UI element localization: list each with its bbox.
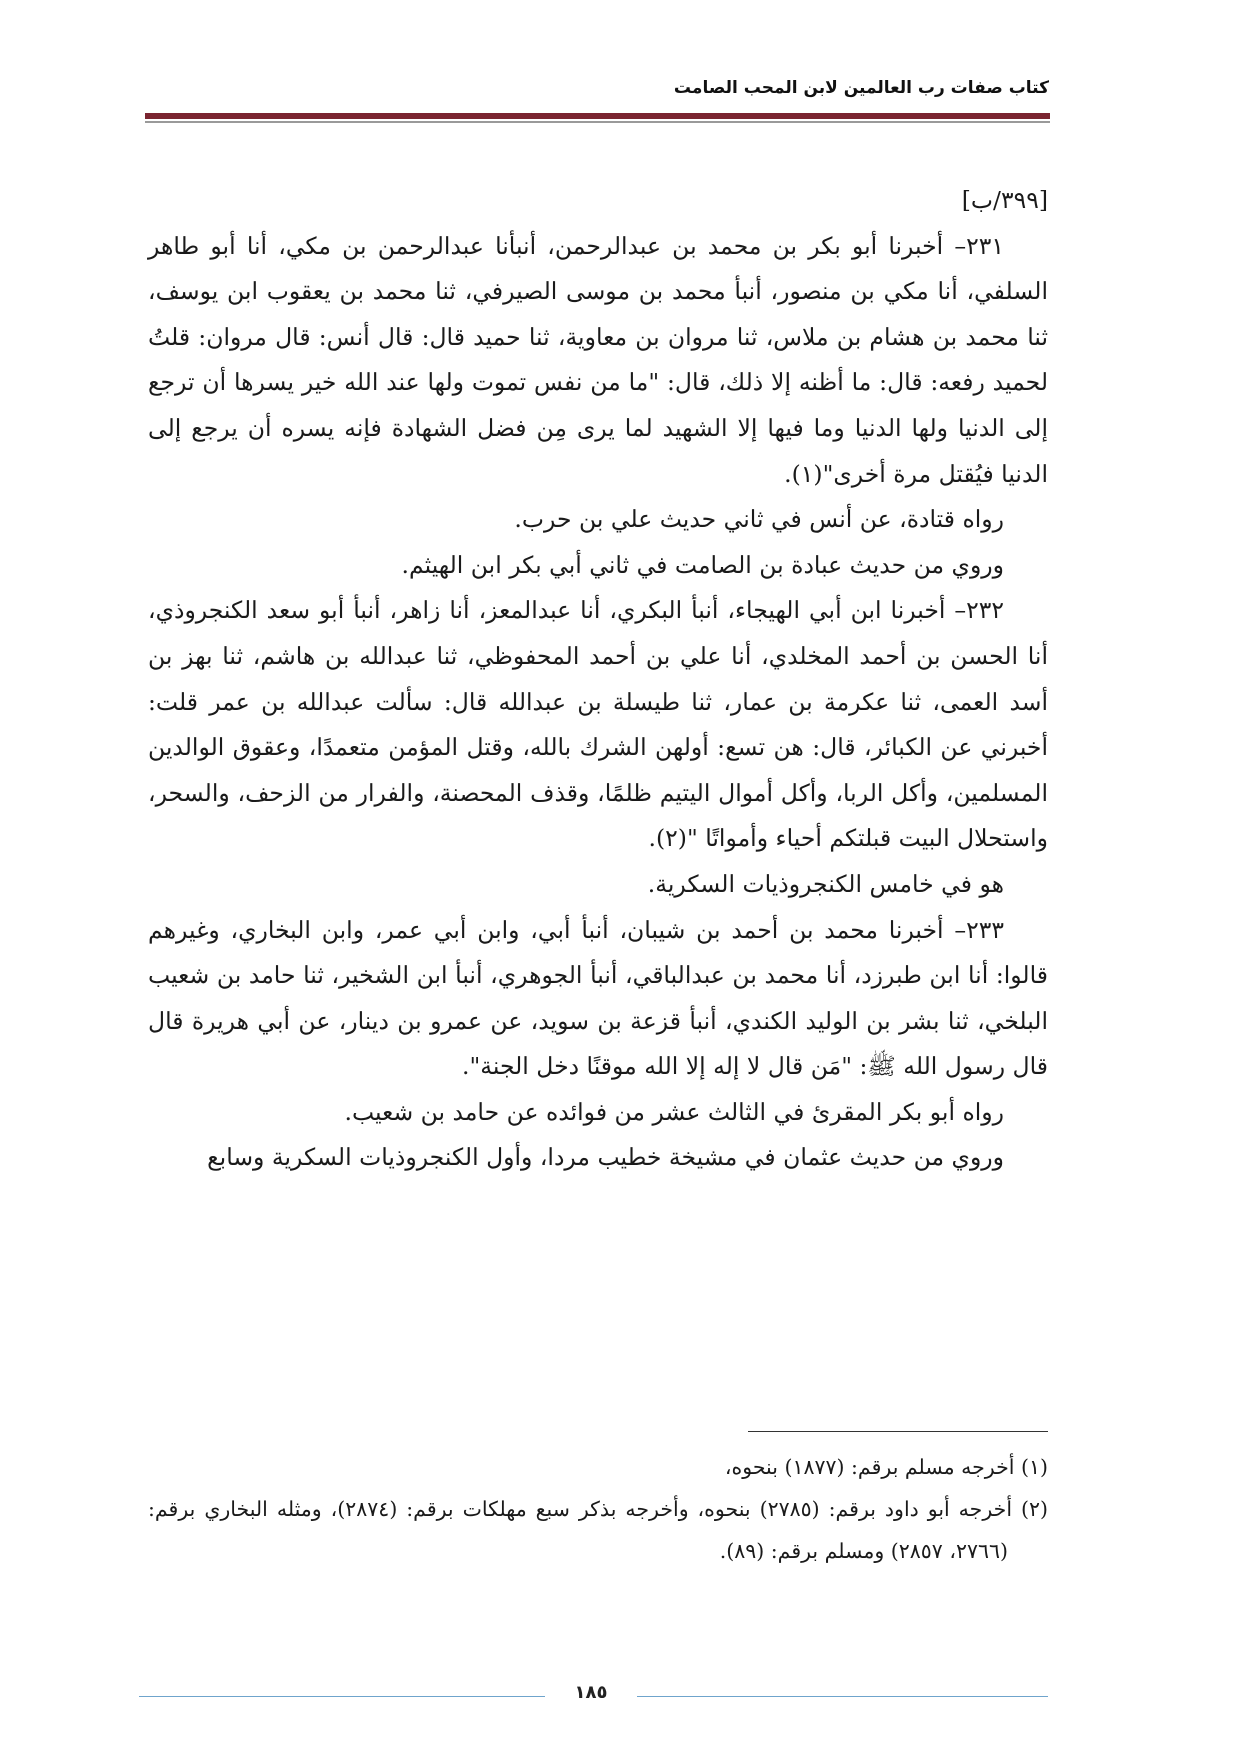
narration-note: رواه أبو بكر المقرئ في الثالث عشر من فوائده عن حامد بن شعيب. [344, 1097, 1004, 1126]
main-text [148, 178, 1048, 1181]
hadith-231: ٢٣١– أخبرنا أبو بكر بن محمد بن عبدالرحمن، أنبأنا عبدالرحمن بن مكي، أنا أبو طاهر السلفي، أنا مكي بن منصور، أنبأ محمد بن موسى الصيرفي، ثنا محمد بن يعقوب ابن يوسف، ثنا محمد بن هشام بن ملاس، ثنا مروان بن معاوية، ثنا حميد قال: قال أنس: قال مروان: قلتُ لحميد رفعه: قال: ما أظنه إلا ذلك، قال: "ما من نفس تموت ولها عند الله خير يسرها أن ترجع إلى الدنيا ولها الدنيا وما فيها إلا الشهيد لما يرى مِن فضل الشهادة فإنه يسره أن يرجع إلى الدنيا فيُقتل مرة أخرى"(١). [148, 231, 1048, 488]
header-rule-thick [145, 113, 1050, 119]
narration-note: هو في خامس الكنجروذيات السكرية. [647, 869, 1004, 898]
footnotes [148, 1446, 1048, 1572]
footnote-separator [748, 1431, 1048, 1432]
footnote-2: (٢) أخرجه أبو داود برقم: (٢٧٨٥) بنحوه، وأخرجه بذكر سبع مهلكات برقم: (٢٨٧٤)، ومثله البخاري برقم: (٢٧٦٦، ٢٨٥٧) ومسلم برقم: (٨٩). [148, 1497, 1048, 1563]
narration-note: وروي من حديث عثمان في مشيخة خطيب مردا، وأول الكنجروذيات السكرية وسابع [207, 1143, 1004, 1172]
folio-mark: [٣٩٩/ب] [961, 186, 1048, 214]
hadith-233: ٢٣٣– أخبرنا محمد بن أحمد بن شيبان، أنبأ أبي، وابن أبي عمر، وابن البخاري، وغيرهم قالوا: أنا ابن طبرزد، أنا محمد بن عبدالباقي، أنبأ الجوهري، أنبأ ابن الشخير، ثنا حامد بن شعيب البلخي، ثنا بشر بن الوليد الكندي، أنبأ قزعة بن سويد، عن عمرو بن دينار، عن أبي هريرة قال قال رسول الله ﷺ: "مَن قال لا إله إلا الله موقنًا دخل الجنة". [148, 915, 1048, 1081]
narration-note: رواه قتادة، عن أنس في ثاني حديث علي بن حرب. [514, 505, 1004, 534]
footer-rule-right [637, 1696, 1048, 1697]
footer-rule-left [139, 1696, 545, 1697]
header-rule-thin [145, 121, 1050, 123]
hadith-232: ٢٣٢– أخبرنا ابن أبي الهيجاء، أنبأ البكري، أنا عبدالمعز، أنا زاهر، أنبأ أبو سعد الكنجروذي، أنا الحسن بن أحمد المخلدي، أنا علي بن أحمد المحفوظي، ثنا عبدالله بن هاشم، ثنا بهز بن أسد العمى، ثنا عكرمة بن عمار، ثنا طيسلة بن عبدالله قال: سألت عبدالله بن عمر قلت: أخبرني عن الكبائر، قال: هن تسع: أولهن الشرك بالله، وقتل المؤمن متعمدًا، وعقوق الوالدين المسلمين، وأكل الربا، وأكل أموال اليتيم ظلمًا، وقذف المحصنة، والفرار من الزحف، والسحر، واستحلال البيت قبلتكم أحياء وأمواتًا "(٢). [148, 596, 1048, 853]
narration-note: وروي من حديث عبادة بن الصامت في ثاني أبي بكر ابن الهيثم. [401, 550, 1004, 579]
running-header-title: كتاب صفات رب العالمين لابن المحب الصامت [673, 78, 1049, 98]
page-number: ١٨٥ [574, 1682, 608, 1703]
footnote-1: (١) أخرجه مسلم برقم: (١٨٧٧) بنحوه، [724, 1455, 1048, 1479]
